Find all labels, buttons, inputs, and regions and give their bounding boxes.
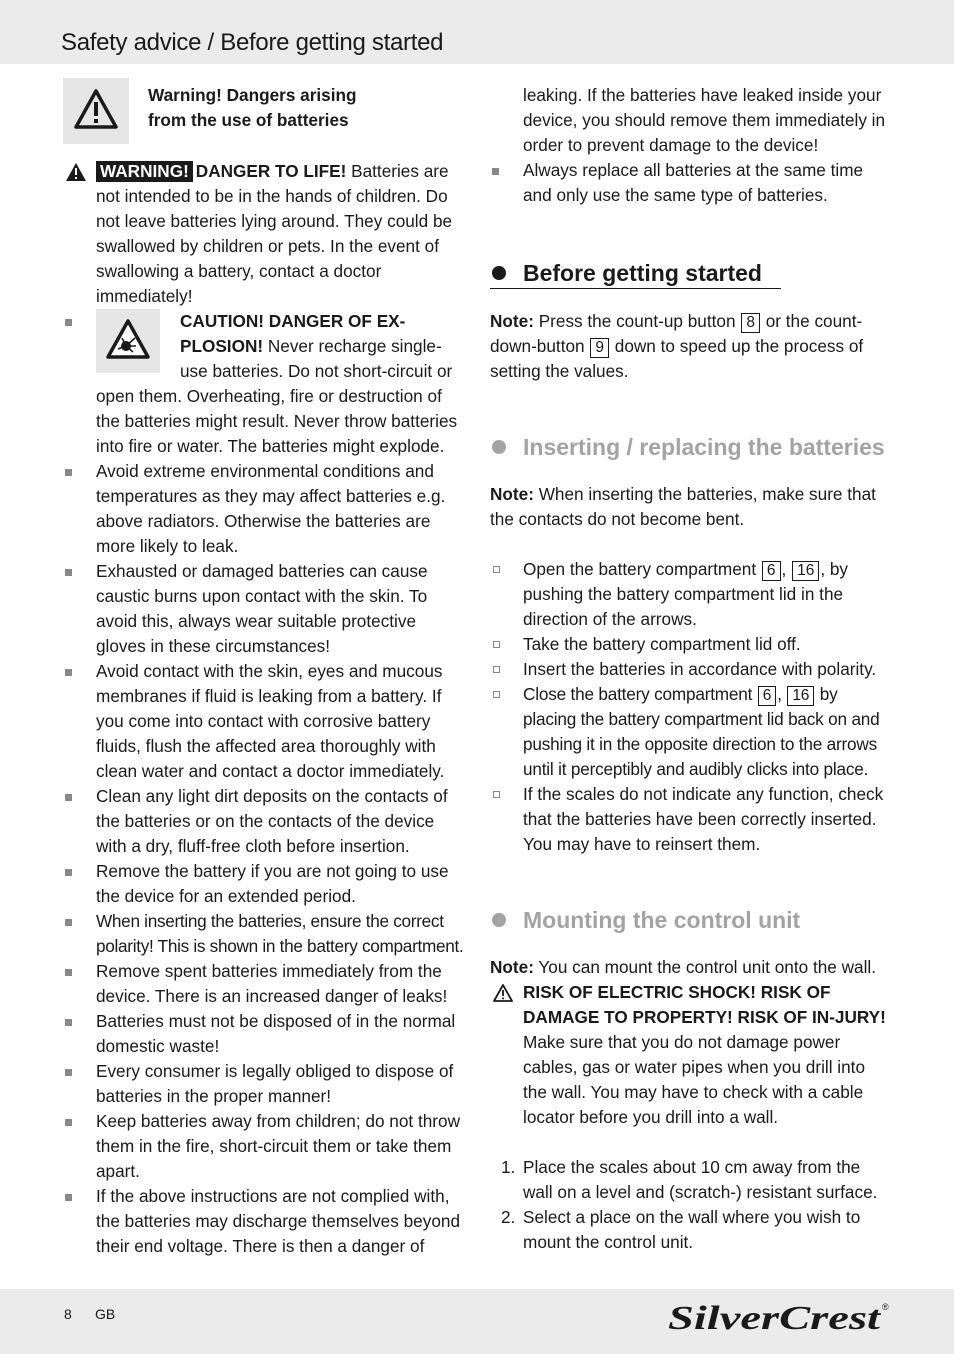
warning-triangle-icon bbox=[63, 78, 129, 144]
list-item: Avoid contact with the skin, eyes and mucous membranes if fluid is leaking from a battery. If you come into contact with corrosive battery fluids, flush the affected area thoroughly with clean water and contact a doctor immediately. bbox=[63, 659, 464, 784]
list-item: Keep batteries away from children; do not throw them in the fire, short-circuit them or take them apart. bbox=[63, 1109, 464, 1184]
left-column bbox=[63, 83, 464, 1259]
section-dot bbox=[492, 266, 506, 280]
step-insert: Insert the batteries in accordance with polarity. bbox=[490, 657, 892, 682]
mount-step-2: 2. Select a place on the wall where you wish to mount the control unit. bbox=[501, 1207, 861, 1252]
ref-16: 16 bbox=[792, 561, 819, 581]
list-item: Clean any light dirt deposits on the contacts of the batteries or on the contacts of the device with a dry, fluff-free cloth before insertion. bbox=[63, 784, 464, 859]
list-item: When inserting the batteries, ensure the correct polarity! This is shown in the battery compartment. bbox=[63, 909, 464, 959]
silvercrest-logo bbox=[668, 1296, 892, 1336]
continued-text: leaking. If the batteries have leaked inside your device, you should remove them immediately in order to prevent damage to the device! bbox=[523, 85, 886, 155]
ref-16: 16 bbox=[787, 686, 814, 706]
svg-text:®: ® bbox=[882, 1302, 889, 1312]
language-code: GB bbox=[95, 1306, 116, 1322]
list-item: If the above instructions are not complied with, the batteries may discharge themselves beyond their end voltage. There is then a danger of bbox=[63, 1184, 464, 1259]
section-heading-before-getting-started: Before getting started bbox=[490, 258, 892, 289]
page-number: 8 bbox=[64, 1306, 72, 1322]
list-item: Exhausted or damaged batteries can cause caustic burns upon contact with the skin. To avoid this, always wear suitable protective gloves in these circumstances! bbox=[63, 559, 464, 659]
explosion-caution-item: CAUTION! DANGER OF EX-PLOSION! Never recharge single-use batteries. Do not short-circuit or open them. Overheating, fire or destruction of the batteries might result. Never throw batteries into fire or water. The batteries might explode. bbox=[63, 309, 464, 459]
warning-label: WARNING! bbox=[96, 161, 193, 182]
bullet bbox=[65, 319, 72, 326]
section-heading-mounting: Mounting the control unit bbox=[490, 905, 892, 935]
ref-8: 8 bbox=[741, 313, 760, 333]
step-close: Close the battery compartment 6 , 16 by placing the battery compartment lid back on and pushing it in the opposite direction to the arrows until it perceptibly and audibly clicks into place. bbox=[490, 682, 892, 782]
list-item: Every consumer is legally obliged to dispose of batteries in the proper manner! bbox=[63, 1059, 464, 1109]
battery-warning-header bbox=[63, 83, 464, 159]
section-dot bbox=[492, 440, 506, 454]
explosion-hazard-icon bbox=[96, 309, 160, 373]
risk-warning: RISK OF ELECTRIC SHOCK! RISK OF DAMAGE TO PROPERTY! RISK OF IN-JURY! Make sure that you do not damage power cables, gas or water pipes when you drill into the wall. You may have to check with a cable locator before you drill into a wall. bbox=[490, 980, 892, 1130]
note-contacts: Note: When inserting the batteries, make sure that the contacts do not become bent. bbox=[490, 484, 876, 529]
ref-6: 6 bbox=[762, 561, 781, 581]
note-mounting: Note: You can mount the control unit onto the wall. bbox=[490, 957, 876, 977]
danger-to-life-item: WARNING! DANGER TO LIFE! Batteries are not intended to be in the hands of children. Do not leave batteries lying around. They could be swallowed by children or pets. In the event of swallowing a battery, contact a doctor immediately! bbox=[63, 159, 464, 309]
list-item: Remove spent batteries immediately from the device. There is an increased danger of leaks! bbox=[63, 959, 464, 1009]
right-column bbox=[490, 83, 892, 1255]
svg-text:SilverCrest: SilverCrest bbox=[668, 1300, 883, 1336]
list-item: Batteries must not be disposed of in the normal domestic waste! bbox=[63, 1009, 464, 1059]
warning-triangle-icon bbox=[65, 162, 87, 182]
mount-step-1: 1. Place the scales about 10 cm away from the wall on a level and (scratch-) resistant surface. bbox=[501, 1157, 878, 1202]
list-item: Always replace all batteries at the same time and only use the same type of batteries. bbox=[490, 158, 892, 208]
battery-warning-heading: Warning! Dangers arising from the use of batteries bbox=[148, 85, 357, 130]
step-check: If the scales do not indicate any function, check that the batteries have been correctly inserted. You may have to reinsert them. bbox=[490, 782, 892, 857]
ref-6: 6 bbox=[758, 686, 776, 706]
list-item: Remove the battery if you are not going to use the device for an extended period. bbox=[63, 859, 464, 909]
warning-triangle-icon bbox=[492, 983, 514, 1003]
note-count-buttons: Note: Press the count-up button 8 or the count-down-button 9 down to speed up the process of setting the values. bbox=[490, 311, 864, 381]
section-dot bbox=[492, 913, 506, 927]
list-item: Avoid extreme environmental conditions and temperatures as they may affect batteries e.g. above radiators. Otherwise the batteries are more likely to leak. bbox=[63, 459, 464, 559]
page-title: Safety advice / Before getting started bbox=[61, 29, 444, 56]
step-open: Open the battery compartment 6 , 16 , by pushing the battery compartment lid in the direction of the arrows. bbox=[490, 557, 892, 632]
ref-9: 9 bbox=[590, 338, 609, 358]
step-take-off: Take the battery compartment lid off. bbox=[490, 632, 892, 657]
section-heading-batteries: Inserting / replacing the batteries bbox=[490, 432, 892, 462]
